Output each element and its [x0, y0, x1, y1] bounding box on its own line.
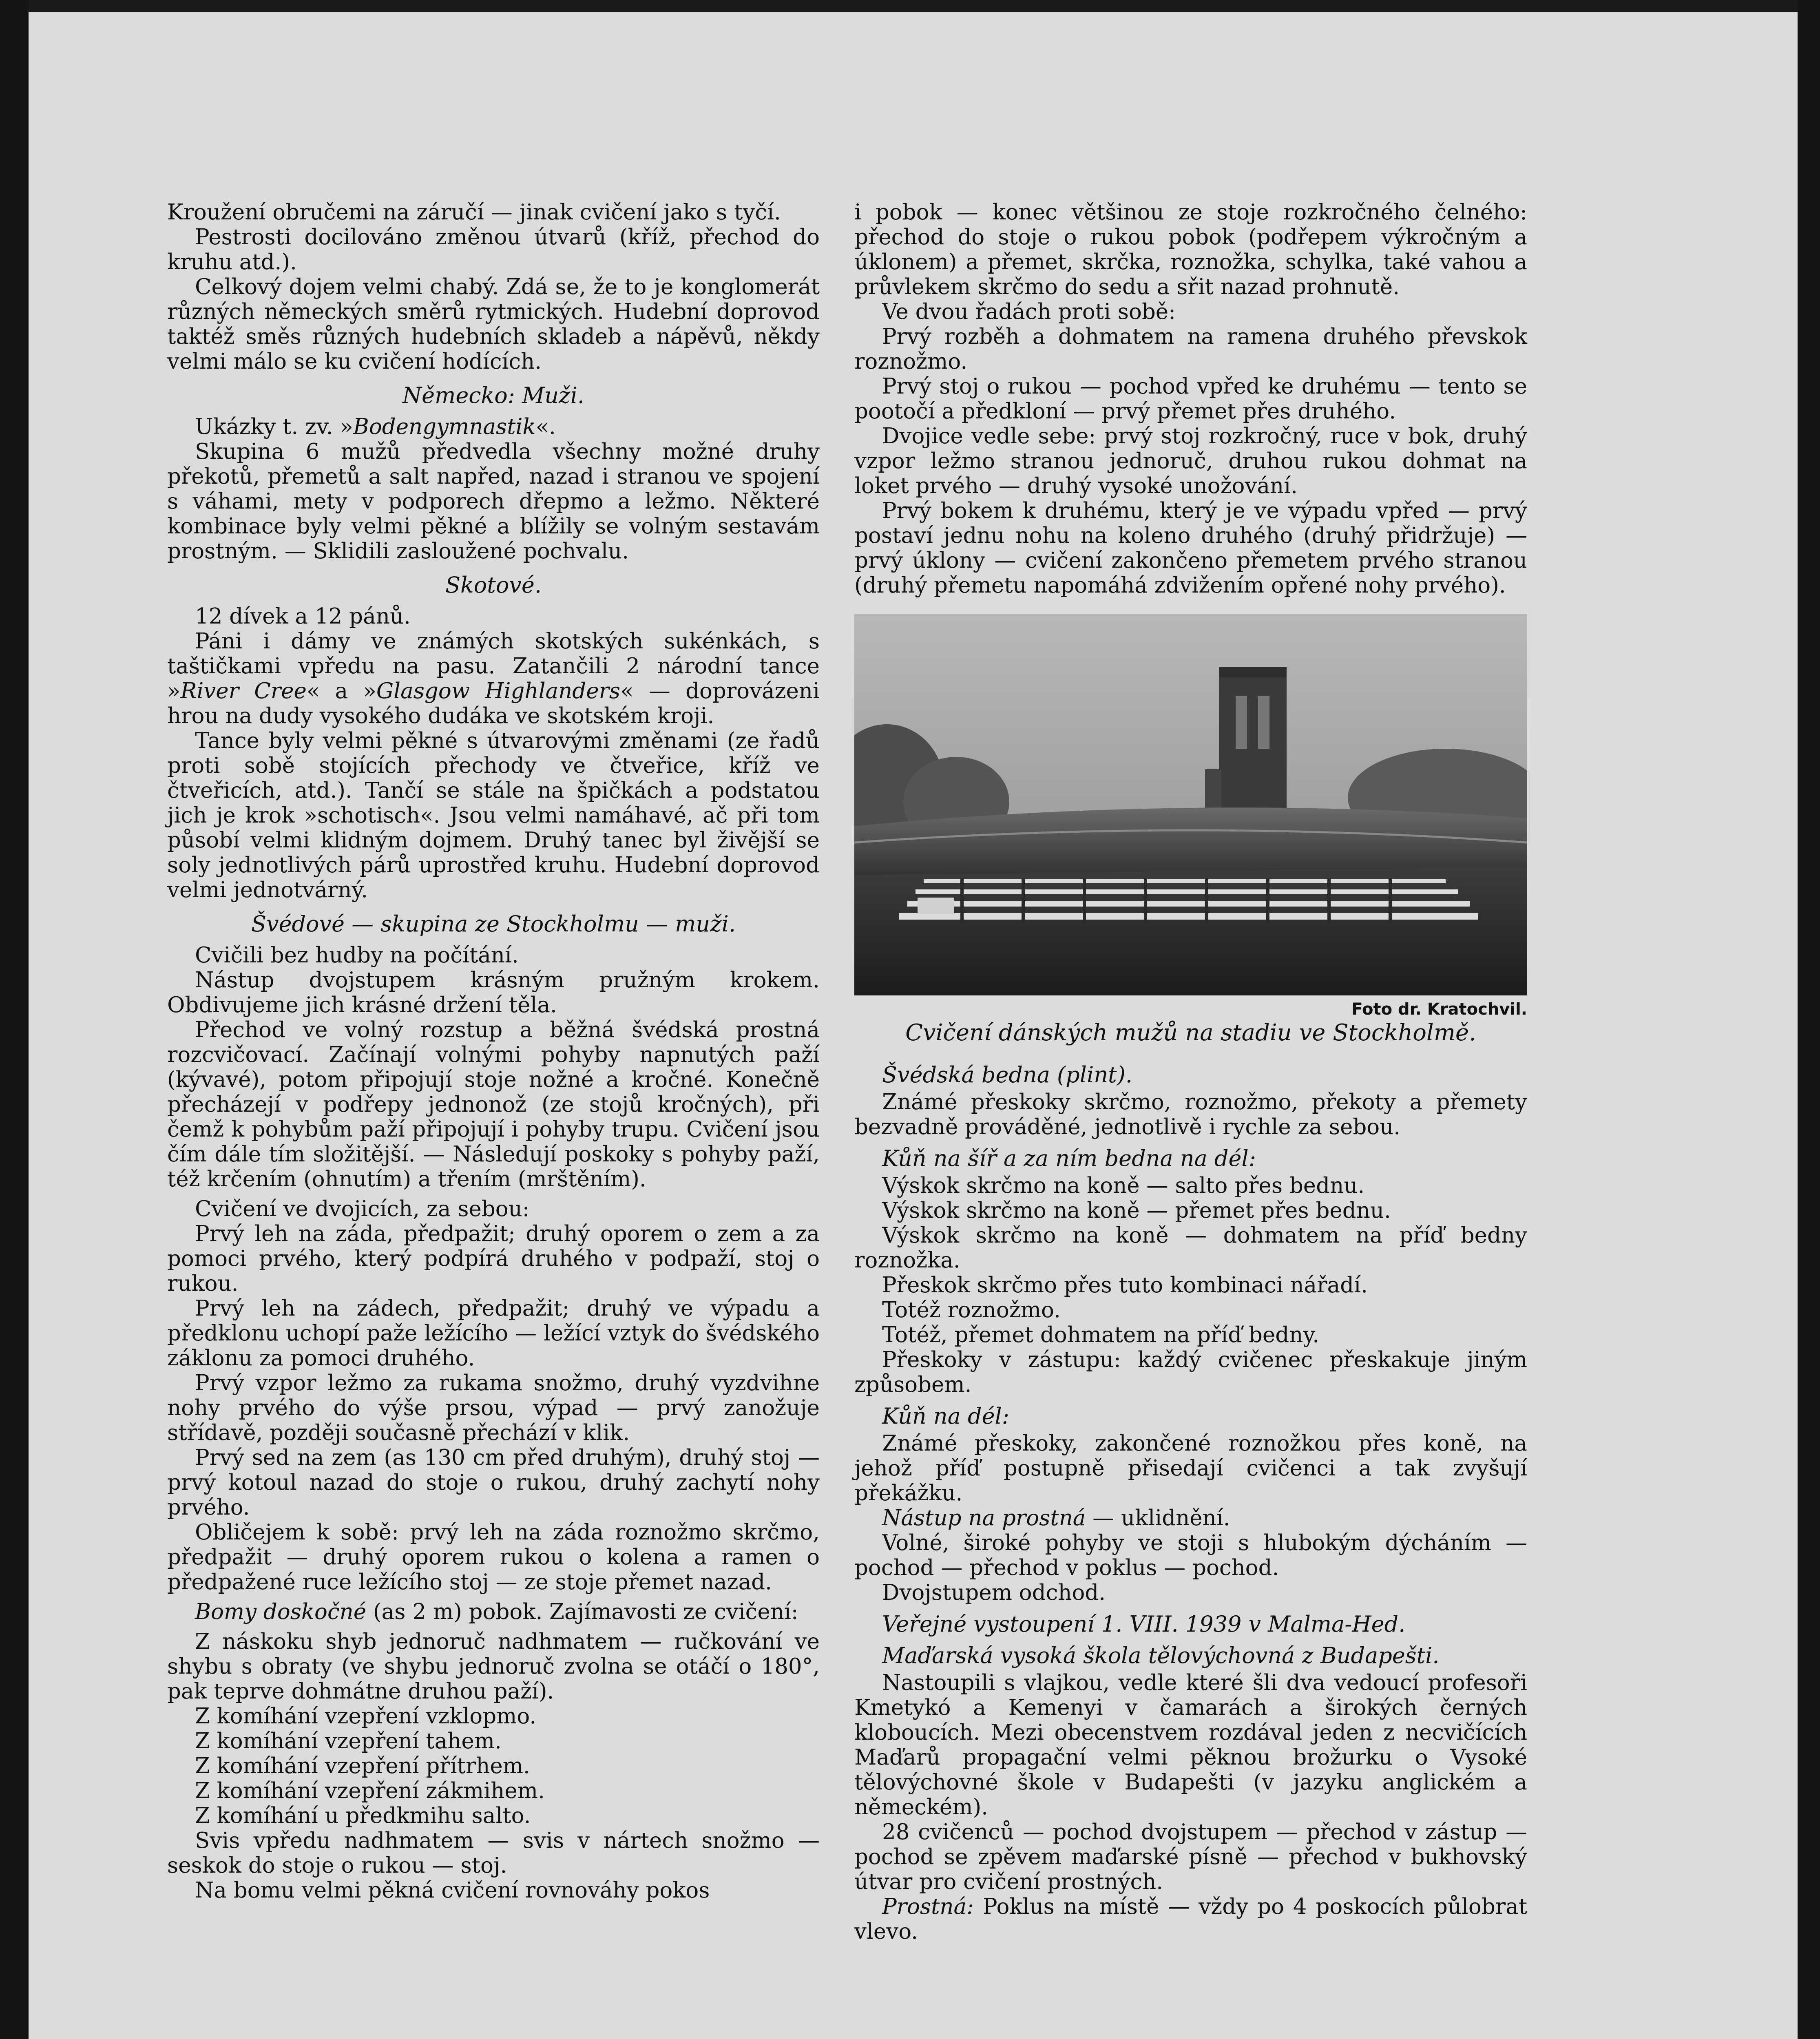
paragraph: Volné, široké pohyby ve stoji s hlubokým dýcháním — pochod — přechod v poklus — pochod. — [854, 1530, 1527, 1580]
paragraph: Prvý bokem k druhému, který je ve výpadu vpřed — prvý postaví jednu nohu na koleno druhého (druhý přidržuje) — prvý úklony — cvičení zakončeno přemetem prvého stranou (druhý přemetu napomáhá zdvižením opřené nohy prvého). — [854, 498, 1527, 598]
paragraph: Bomy doskočné (as 2 m) pobok. Zajímavosti ze cvičení: — [195, 1599, 798, 1624]
paragraph: Totéž roznožmo. — [882, 1298, 1061, 1322]
paragraph: Z komíhání vzepření přítrhem. — [195, 1754, 530, 1778]
paragraph: Z komíhání vzepření zákmihem. — [195, 1778, 545, 1803]
section-heading-kun-del: Kůň na dél: — [882, 1403, 1010, 1429]
paragraph: Výskok skrčmo na koně — dohmatem na příď bedny roznožka. — [854, 1223, 1527, 1273]
paragraph: Kroužení obručemi na záručí — jinak cvičení jako s tyčí. — [167, 200, 781, 225]
paragraph: Z komíhání vzepření tahem. — [195, 1729, 502, 1754]
paragraph: Prvý leh na záda, předpažit; druhý oporem o zem a za pomoci prvého, který podpírá druhého v podpaží, stoj o rukou. — [167, 1221, 820, 1296]
paragraph: Ukázky t. zv. »Bodengymnastik«. — [195, 414, 556, 439]
paragraph: Svis vpředu nadhmatem — svis v nártech snožmo — seskok do stoje o rukou — stoj. — [167, 1828, 820, 1878]
paragraph: Na bomu velmi pěkná cvičení rovnováhy pokos — [195, 1878, 710, 1903]
paragraph: Prvý stoj o rukou — pochod vpřed ke druhému — tento se pootočí a předkloní — prvý přemet přes druhého. — [854, 374, 1527, 424]
paragraph: Z náskoku shyb jednoruč nadhmatem — ručkování ve shybu s obraty (ve shybu jednoruč zvolna se otáčí o 180°, pak teprve dohmátne druhou paží). — [167, 1629, 820, 1704]
photo-credit: Foto dr. Kratochvil. — [1351, 1000, 1527, 1019]
paragraph: i pobok — konec většinou ze stoje rozkročného čelného: přechod do stoje o rukou pobok (podřepem výkročným a úklonem) a přemet, skrčka, roznožka, schylka, také vahou a průvlekem skrčmo do sedu a sřit nazad prohnutě. — [854, 200, 1527, 299]
paragraph: Prvý leh na zádech, předpažit; druhý ve výpadu a předklonu uchopí paže ležícího — ležící vztyk do švédského záklonu za pomoci druhého. — [167, 1296, 820, 1371]
scan-border-top — [0, 0, 1820, 12]
right-column — [854, 200, 1527, 1944]
section-heading-skotove: Skotové. — [445, 572, 542, 598]
paragraph: Známé přeskoky, zakončené roznožkou přes koně, na jehož příď postupně přisedají cvičenci a tak zvyšují překážku. — [854, 1431, 1527, 1506]
paragraph: Prvý sed na zem (as 130 cm před druhým), druhý stoj — prvý kotoul nazad do stoje o rukou, druhý zachytí nohy prvého. — [167, 1445, 820, 1520]
scan-border-left — [0, 0, 29, 2039]
paragraph: Dvojstupem odchod. — [882, 1580, 1106, 1605]
paragraph: Páni i dámy ve známých skotských sukénkách, s taštičkami vpředu na pasu. Zatančili 2 národní tance »River Cree« a »Glasgow Highlanders« — doprovázeni hrou na dudy vysokého dudáka ve skotském kroji. — [167, 629, 820, 728]
paragraph: Prvý rozběh a dohmatem na ramena druhého převskok roznožmo. — [854, 324, 1527, 374]
section-heading-nemecko: Německo: Muži. — [402, 383, 585, 408]
paragraph: Z komíhání u předkmihu salto. — [195, 1803, 531, 1828]
paragraph: Prostná: Poklus na místě — vždy po 4 poskocích půlobrat vlevo. — [854, 1894, 1527, 1944]
paragraph: Z komíhání vzepření vzklopmo. — [195, 1704, 537, 1729]
paragraph: Obličejem k sobě: prvý leh na záda roznožmo skrčmo, předpažit — druhý oporem rukou o kolena a ramen o předpažené ruce ležícího stoj — ze stoje přemet nazad. — [167, 1520, 820, 1594]
paragraph: Skupina 6 mužů předvedla všechny možné druhy překotů, přemetů a salt napřed, nazad i stranou ve spojení s váhami, mety v podporech dřepmo a ležmo. Některé kombinace byly velmi pěkné a blížily se volným sestavám prostným. — Sklidili zasloužené pochvalu. — [167, 439, 820, 564]
scan-border-right — [1798, 0, 1820, 2039]
paragraph: Přechod ve volný rozstup a běžná švédská prostná rozcvičovací. Začínají volnými pohyby napnutých paží (kývavé), potom připojují stoje nožné a kročné. Konečně přecházejí v podřepy jednonož (ze stojů kročných), při čemž k pohybům paží připojují i pohyby trupu. Cvičení jsou čím dále tím složitější. — Následují poskoky s pohyby paží, též krčením (ohnutím) a třením (mrštěním). — [167, 1017, 820, 1192]
stadium-photo-figure — [854, 614, 1527, 1046]
paragraph: Pestrosti docilováno změnou útvarů (kříž, přechod do kruhu atd.). — [167, 225, 820, 274]
section-heading-svedove: Švédové — skupina ze Stockholmu — muži. — [251, 911, 736, 937]
paragraph: Nástup dvojstupem krásným pružným krokem. Obdivujeme jich krásné držení těla. — [167, 968, 820, 1017]
paragraph: Cvičení ve dvojicích, za sebou: — [195, 1196, 530, 1221]
paragraph: Tance byly velmi pěkné s útvarovými změnami (ze řadů proti sobě stojících přechody ve čtveřice, kříž ve čtveřicích, atd.). Tančí se stále na špičkách a podstatou jich je krok »schotisch«. Jsou velmi namáhavé, ač při tom působí velmi klidným dojmem. Druhý tanec byl živější se soly jednotlivých párů uprostřed kruhu. Hudební doprovod velmi jednotvárný. — [167, 728, 820, 902]
paragraph: Výskok skrčmo na koně — přemet přes bednu. — [882, 1198, 1391, 1223]
section-heading-madarska: Maďarská vysoká škola tělovýchovná z Budapešti. — [882, 1643, 1440, 1668]
stadium-photo — [854, 614, 1527, 995]
paragraph: Cvičili bez hudby na počítání. — [195, 943, 519, 968]
section-heading-bedna: Švédská bedna (plint). — [882, 1062, 1132, 1088]
paragraph: 12 dívek a 12 pánů. — [195, 604, 411, 629]
paragraph: Přeskoky v zástupu: každý cvičenec přeskakuje jiným způsobem. — [854, 1347, 1527, 1397]
paragraph: Dvojice vedle sebe: prvý stoj rozkročný, ruce v bok, druhý vzpor ležmo stranou jednoruč, druhou rukou dohmat na loket prvého — druhý vysoké unožování. — [854, 424, 1527, 498]
paragraph: Celkový dojem velmi chabý. Zdá se, že to je konglomerát různých německých směrů rytmických. Hudební doprovod taktéž směs různých hudebních skladeb a nápěvů, někdy velmi málo se ku cvičení hodících. — [167, 274, 820, 374]
paragraph: Nástup na prostná — uklidnění. — [882, 1506, 1230, 1530]
paragraph: Nastoupili s vlajkou, vedle které šli dva vedoucí profesoři Kmetykó a Kemenyi v čamarách a širokých černých kloboucích. Mezi obecenstvem rozdával jeden z necvičících Maďarů propagační velmi pěknou brožurku o Vysoké tělovýchovné škole v Budapešti (v jazyku anglickém a německém). — [854, 1670, 1527, 1820]
paragraph: Přeskok skrčmo přes tuto kombinaci nářadí. — [882, 1273, 1368, 1298]
paragraph: Prvý vzpor ležmo za rukama snožmo, druhý vyzdvihne nohy prvého do výše prsou, výpad — prvý zanožuje střídavě, později současně přechází v klik. — [167, 1371, 820, 1445]
section-heading-verejne: Veřejné vystoupení 1. VIII. 1939 v Malma-Hed. — [882, 1611, 1406, 1637]
paragraph: Totéž, přemet dohmatem na příď bedny. — [882, 1322, 1320, 1347]
paragraph: Známé přeskoky skrčmo, roznožmo, překoty a přemety bezvadně prováděné, jednotlivě i rychle za sebou. — [854, 1090, 1527, 1139]
paragraph: Ve dvou řadách proti sobě: — [882, 299, 1176, 324]
paragraph: 28 cvičenců — pochod dvojstupem — přechod v zástup — pochod se zpěvem maďarské písně — přechod v bukhovský útvar pro cvičení prostných. — [854, 1820, 1527, 1894]
left-column — [167, 200, 820, 1903]
photo-caption: Cvičení dánských mužů na stadiu ve Stockholmě. — [905, 1020, 1476, 1046]
section-heading-kun-sir: Kůň na šíř a za ním bedna na dél: — [882, 1146, 1256, 1171]
paragraph: Výskok skrčmo na koně — salto přes bednu. — [882, 1173, 1365, 1198]
